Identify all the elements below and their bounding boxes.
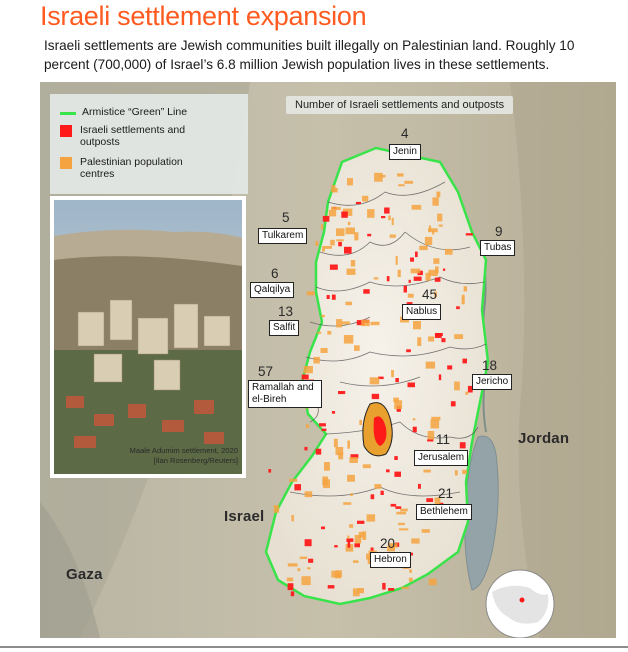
population-centre-marker [428, 431, 435, 440]
label-bethlehem: Bethlehem [416, 504, 472, 520]
settlement-marker [404, 286, 407, 293]
population-centre-marker [347, 269, 356, 275]
settlement-marker [302, 375, 309, 380]
population-centre-marker [351, 260, 355, 267]
population-centre-marker [344, 335, 353, 344]
population-centre-marker [329, 210, 336, 217]
page-title: Israeli settlement expansion [40, 1, 367, 31]
population-centre-marker [425, 237, 432, 245]
settlement-marker [367, 234, 371, 237]
population-centre-marker [374, 277, 379, 279]
legend-item-settlements [60, 124, 200, 148]
settlement-marker [344, 247, 352, 254]
population-centre-marker [334, 439, 338, 447]
population-centre-marker [331, 207, 341, 210]
population-centre-marker [411, 269, 421, 274]
label-qalqilya: Qalqilya [250, 282, 294, 298]
population-centre-marker [445, 249, 453, 255]
population-centre-marker [388, 215, 391, 220]
population-centre-marker [432, 231, 434, 235]
settlement-marker [410, 258, 414, 262]
label-tubas: Tubas [480, 240, 515, 256]
population-centre-marker [398, 523, 405, 525]
population-centre-marker [436, 192, 440, 198]
legend-label: Palestinian population centres [80, 156, 183, 180]
population-centre-marker [307, 291, 315, 295]
settlement-marker [427, 439, 433, 441]
population-centre-marker [454, 382, 460, 391]
label-israel: Israel [224, 508, 265, 525]
settlement-marker [441, 338, 445, 342]
population-centre-marker [336, 228, 345, 236]
population-centre-marker [371, 322, 380, 326]
population-centre-marker [399, 528, 408, 530]
population-centre-marker [462, 470, 467, 474]
settlement-marker [406, 349, 411, 352]
population-centre-marker [346, 228, 356, 235]
settlement-marker [338, 391, 345, 394]
photo-caption-line: Maale Adumim settlement, 2020 [129, 446, 238, 455]
population-centre-marker [398, 184, 404, 186]
population-centre-marker [347, 178, 353, 185]
count-qalqilya: 6 [271, 266, 279, 281]
settlement-marker [381, 216, 385, 218]
population-centre-marker [347, 475, 355, 482]
settlement-marker [304, 447, 307, 451]
population-centre-marker [330, 240, 335, 246]
population-centre-marker [336, 319, 342, 327]
population-centre-marker [313, 357, 319, 364]
label-nablus: Nablus [402, 304, 441, 320]
population-centre-marker [413, 418, 416, 420]
population-centre-marker [353, 560, 359, 563]
legend-item-green-line [60, 106, 187, 118]
settlement-marker [327, 295, 330, 299]
population-centre-marker [465, 392, 468, 395]
population-centre-marker [342, 321, 350, 324]
settlement-marker [341, 212, 348, 218]
population-centre-marker [455, 470, 458, 475]
population-centre-marker [321, 224, 323, 229]
population-centre-marker [324, 462, 330, 471]
label-jenin: Jenin [389, 144, 421, 160]
settlement-marker [356, 202, 361, 204]
label-tulkarem: Tulkarem [258, 228, 307, 244]
population-centre-marker [462, 295, 465, 299]
settlement-marker [357, 521, 364, 524]
label-salfit: Salfit [269, 320, 299, 336]
population-centre-marker [394, 400, 402, 409]
population-centre-marker [349, 524, 353, 528]
count-title: Number of Israeli settlements and outposts [286, 96, 513, 114]
population-centre-marker [353, 588, 360, 596]
population-centre-marker [349, 457, 358, 463]
population-centre-marker [298, 568, 301, 571]
population-centre-marker [289, 479, 297, 482]
population-centre-marker [431, 420, 440, 429]
settlement-marker [466, 233, 473, 235]
settlement-marker [308, 559, 313, 563]
settlement-marker [447, 365, 452, 369]
locator-globe [486, 570, 554, 638]
settlement-marker [439, 374, 441, 380]
population-centre-marker [439, 225, 443, 227]
settlement-marker [305, 539, 312, 546]
settlement-marker [322, 429, 327, 432]
settlement-marker [388, 588, 394, 591]
label-jerusalem: Jerusalem [414, 450, 468, 466]
settlement-marker [395, 506, 401, 509]
population-centre-marker [370, 377, 380, 384]
population-centre-marker [426, 362, 435, 369]
settlement-photo [54, 200, 242, 474]
label-gaza: Gaza [66, 566, 103, 583]
settlement-marker [418, 484, 421, 489]
settlement-marker [328, 585, 335, 588]
settlement-marker [387, 276, 390, 281]
population-centre-marker [412, 205, 422, 210]
population-centre-marker [291, 515, 294, 521]
green-line-swatch [60, 112, 76, 115]
population-centre-marker [336, 239, 343, 241]
settlement-marker [435, 278, 441, 282]
population-centre-marker [359, 420, 362, 425]
population-centre-marker [350, 493, 353, 496]
population-centre-marker [432, 197, 438, 205]
settlement-marker [456, 306, 460, 309]
population-centre-marker [423, 470, 431, 473]
count-nablus: 45 [422, 287, 438, 302]
population-centre-marker [367, 514, 376, 521]
population-centre-marker [419, 246, 427, 250]
settlement-marker [332, 411, 335, 414]
population-centre-marker [305, 491, 313, 497]
population-centre-marker [426, 273, 431, 281]
population-centre-marker [396, 256, 398, 265]
settlement-marker [409, 280, 411, 283]
settlement-marker [363, 289, 369, 294]
population-centre-marker [396, 512, 406, 515]
count-jenin: 4 [401, 126, 409, 141]
settlement-marker [384, 208, 390, 214]
population-centre-marker [363, 464, 371, 468]
population-centre-marker [316, 241, 319, 246]
population-centre-marker [307, 567, 311, 569]
population-centre-marker [347, 441, 350, 449]
settlement-marker [415, 252, 418, 258]
population-centre-marker [413, 321, 421, 329]
label-hebron: Hebron [370, 552, 411, 568]
settlement-marker [330, 265, 338, 270]
settlement-marker [381, 491, 384, 495]
settlement-marker [451, 401, 456, 406]
population-centre-marker [390, 235, 396, 238]
count-tubas: 9 [495, 224, 503, 239]
label-ramallah: Ramallah and el-Bireh [248, 380, 322, 408]
settlement-marker [316, 449, 322, 455]
settlement-marker [391, 504, 397, 507]
population-centre-marker [408, 294, 414, 298]
population-centre-marker [428, 336, 434, 341]
population-centre-marker [317, 332, 321, 334]
population-centre-marker [400, 509, 408, 512]
settlement-marker [372, 394, 379, 399]
population-centre-marker [343, 502, 351, 505]
settlement-marker [463, 359, 468, 364]
bottom-rule [0, 646, 628, 648]
population-centre-marker [306, 424, 309, 428]
settlement-marker [386, 469, 390, 472]
population-centre-marker [327, 331, 331, 335]
settlement-marker [291, 591, 294, 596]
count-jericho: 18 [482, 358, 498, 373]
population-centre-marker [391, 370, 394, 377]
settlement-marker [408, 383, 416, 388]
settlement-marker [268, 469, 271, 473]
population-centre-marker [398, 270, 401, 277]
legend-label: Armistice “Green” Line [82, 106, 188, 118]
settlement-marker [319, 423, 326, 426]
population-centre-marker [397, 173, 404, 176]
population-centre-marker [422, 529, 430, 533]
map [40, 82, 616, 638]
population-centre-marker [288, 563, 298, 566]
settlement-marker [348, 541, 351, 548]
photo-credit: [Ilan Rosenberg/Reuters] [153, 456, 238, 465]
population-centre-marker [374, 173, 383, 182]
page-subtitle: Israeli settlements are Jewish communities built illegally on Palestinian land. Roughly 10 percent (700,000) of Israel’s 6.8 million Jewish population lives in these settlements. [44, 38, 575, 72]
settlement-marker [354, 543, 360, 547]
population-centre-marker [347, 536, 349, 539]
photo-caption [130, 446, 238, 466]
settlement-marker [334, 545, 338, 547]
population-centre-marker [401, 587, 409, 589]
population-centre-marker [354, 345, 360, 351]
population-centre-marker [338, 452, 343, 459]
label-jordan: Jordan [518, 430, 570, 447]
population-centre-marker [404, 181, 413, 184]
settlement-marker [435, 333, 442, 336]
settlement-swatch [60, 125, 72, 137]
population-centre-marker [409, 569, 412, 573]
population-centre-marker [348, 222, 351, 225]
count-ramallah: 57 [258, 364, 274, 379]
settlement-marker [413, 427, 417, 433]
settlement-marker [321, 527, 325, 530]
settlement-marker [414, 277, 422, 281]
legend [50, 94, 248, 194]
population-centre-marker [322, 477, 328, 486]
settlement-marker [394, 456, 398, 460]
population-centre-marker [417, 337, 421, 346]
settlement-marker [294, 484, 301, 490]
population-centre-marker [411, 538, 419, 543]
palestinian-swatch [60, 157, 72, 169]
population-centre-marker [454, 334, 463, 339]
label-jericho: Jericho [472, 374, 512, 390]
settlement-marker [443, 269, 445, 271]
population-centre-marker [332, 188, 338, 193]
legend-item-palestinian [60, 156, 210, 180]
population-centre-marker [304, 366, 313, 373]
population-centre-marker [367, 209, 374, 218]
settlement-marker [346, 538, 353, 542]
settlement-marker [382, 583, 385, 590]
population-centre-marker [302, 576, 311, 585]
population-centre-marker [287, 578, 293, 582]
population-centre-marker [355, 535, 362, 544]
population-centre-marker [362, 196, 368, 202]
settlement-marker [395, 378, 399, 382]
population-centre-marker [335, 570, 342, 577]
settlement-marker [460, 442, 466, 448]
population-centre-marker [321, 348, 328, 353]
population-centre-marker [433, 258, 439, 264]
count-jerusalem: 11 [436, 432, 451, 447]
population-centre-marker [429, 579, 437, 586]
population-centre-marker [361, 320, 370, 326]
population-centre-marker [322, 246, 332, 249]
settlement-marker [426, 498, 433, 502]
population-centre-marker [435, 266, 439, 273]
legend-label: Israeli settlements and outposts [80, 124, 186, 148]
settlement-marker [288, 583, 294, 590]
settlement-marker [338, 242, 342, 246]
count-hebron: 20 [380, 536, 396, 551]
population-centre-marker [437, 214, 442, 222]
settlement-marker [394, 472, 401, 477]
population-centre-marker [464, 286, 467, 291]
count-tulkarem: 5 [282, 210, 290, 225]
settlement-marker [332, 295, 336, 300]
settlement-marker [371, 494, 375, 499]
population-centre-marker [409, 578, 413, 582]
count-salfit: 13 [278, 304, 294, 319]
photo-inset [50, 196, 246, 478]
settlement-marker [323, 216, 330, 222]
population-centre-marker [363, 531, 367, 540]
population-centre-marker [322, 249, 325, 252]
count-bethlehem: 21 [438, 486, 454, 501]
population-centre-marker [300, 557, 307, 559]
population-centre-marker [374, 484, 381, 489]
population-centre-marker [392, 218, 394, 225]
population-centre-marker [274, 505, 279, 513]
population-centre-marker [321, 315, 324, 318]
population-centre-marker [345, 302, 352, 306]
